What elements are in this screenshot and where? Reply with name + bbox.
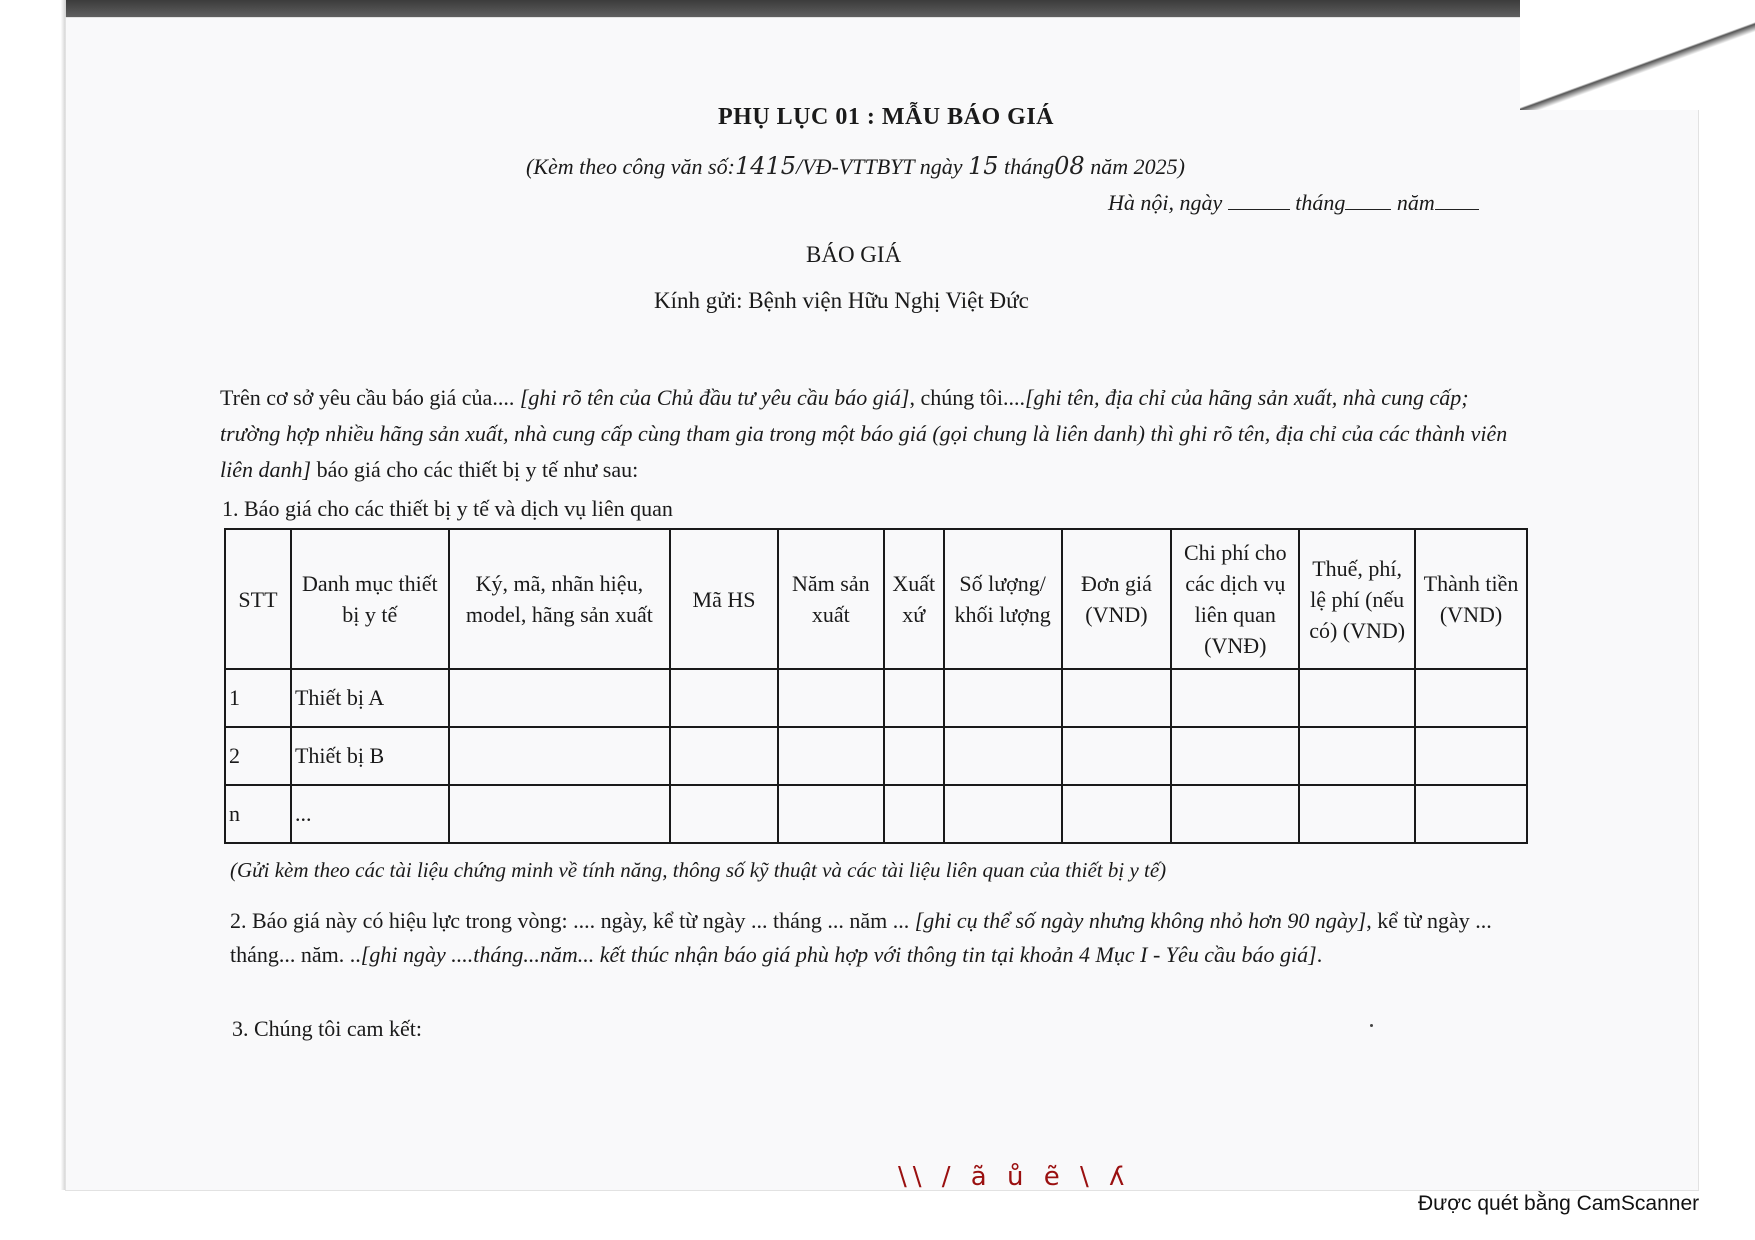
validity-text-3: .	[1316, 942, 1323, 967]
header-model-brand: Ký, mã, nhãn hiệu, model, hãng sản xuất	[449, 529, 671, 669]
subtitle-year: năm 2025)	[1090, 154, 1185, 179]
quote-table	[224, 528, 1528, 844]
header-hs-code: Mã HS	[670, 529, 778, 669]
cell-empty	[778, 669, 884, 727]
dateline-place-day: Hà nội, ngày	[1108, 190, 1223, 215]
cell-empty	[1299, 785, 1415, 843]
cell-device-name: Thiết bị B	[291, 727, 449, 785]
cell-empty	[1171, 785, 1299, 843]
table-row	[225, 669, 1527, 727]
header-quantity: Số lượng/ khối lượng	[944, 529, 1062, 669]
section-2-validity	[230, 904, 1530, 972]
cell-empty	[449, 669, 671, 727]
date-line	[1108, 190, 1479, 216]
cell-empty	[1299, 727, 1415, 785]
cell-empty	[1171, 727, 1299, 785]
day-blank	[1228, 191, 1290, 210]
intro-placeholder-2: [ghi tên, địa chỉ của hãng sản xuất, nhà cung cấp; trường hợp nhiều hãng sản xuất, nhà cung cấp cùng tham gia trong một báo giá (gọi chung là liên danh) thì ghi rõ tên, địa chỉ của các thành viên liên danh]	[220, 385, 1508, 482]
cell-empty	[670, 669, 778, 727]
cell-empty	[449, 727, 671, 785]
cell-stt: 2	[225, 727, 291, 785]
cell-stt: n	[225, 785, 291, 843]
intro-placeholder-1: [ghi rõ tên của Chủ đầu tư yêu cầu báo giá]	[519, 385, 910, 410]
document-subtitle	[526, 152, 1185, 180]
cell-empty	[1415, 727, 1527, 785]
header-taxes-fees: Thuế, phí, lệ phí (nếu có) (VND)	[1299, 529, 1415, 669]
header-year-made: Năm sản xuất	[778, 529, 884, 669]
table-header-row	[225, 529, 1527, 669]
recipient-line: Kính gửi: Bệnh viện Hữu Nghị Việt Đức	[654, 288, 1029, 313]
cell-empty	[884, 669, 944, 727]
cell-empty	[670, 785, 778, 843]
stamp-fragment: \\ / ã ů ẽ \ ʎ	[898, 1162, 1131, 1192]
cell-empty	[944, 785, 1062, 843]
cell-empty	[1062, 785, 1172, 843]
cell-empty	[944, 669, 1062, 727]
header-device-category: Danh mục thiết bị y tế	[291, 529, 449, 669]
table-row	[225, 785, 1527, 843]
handwritten-month: 08	[1054, 152, 1085, 180]
speck-mark	[1370, 1024, 1373, 1027]
cell-empty	[1415, 785, 1527, 843]
cell-empty	[1062, 727, 1172, 785]
camscanner-watermark: Được quét bằng CamScanner	[1418, 1192, 1700, 1215]
intro-text-1: Trên cơ sở yêu cầu báo giá của....	[220, 385, 520, 410]
intro-text-3: báo giá cho các thiết bị y tế như sau:	[311, 457, 639, 482]
header-service-cost: Chi phí cho các dịch vụ liên quan (VNĐ)	[1171, 529, 1299, 669]
subtitle-month-label: tháng	[1004, 154, 1055, 179]
subtitle-doc-code: /VĐ-VTTBYT ngày	[796, 154, 963, 179]
handwritten-doc-number: 1415	[734, 152, 797, 180]
year-blank	[1435, 191, 1479, 210]
cell-empty	[670, 727, 778, 785]
intro-paragraph	[220, 380, 1520, 488]
header-origin: Xuất xứ	[884, 529, 944, 669]
header-stt: STT	[225, 529, 291, 669]
document-title: PHỤ LỤC 01 : MẪU BÁO GIÁ	[718, 104, 1054, 130]
cell-device-name: ...	[291, 785, 449, 843]
cell-empty	[884, 727, 944, 785]
subtitle-prefix: (Kèm theo công văn số:	[526, 154, 735, 179]
cell-stt: 1	[225, 669, 291, 727]
cell-empty	[1171, 669, 1299, 727]
header-total: Thành tiền (VND)	[1415, 529, 1527, 669]
validity-placeholder-2: [ghi ngày ....tháng...năm... kết thúc nhận báo giá phù hợp với thông tin tại khoản 4 Mục I - Yêu cầu báo giá]	[360, 942, 1317, 967]
header-unit-price: Đơn giá (VND)	[1062, 529, 1172, 669]
cell-empty	[1062, 669, 1172, 727]
scan-left-margin	[0, 0, 66, 1190]
cell-empty	[884, 785, 944, 843]
cell-empty	[449, 785, 671, 843]
validity-text-1: 2. Báo giá này có hiệu lực trong vòng: .... ngày, kể từ ngày ... tháng ... năm ...	[230, 908, 915, 933]
section-3-commitment: 3. Chúng tôi cam kết:	[232, 1016, 423, 1041]
attachment-note: (Gửi kèm theo các tài liệu chứng minh về tính năng, thông số kỹ thuật và các tài liệu liên quan của thiết bị y tế)	[230, 858, 1167, 882]
cell-empty	[778, 727, 884, 785]
cell-device-name: Thiết bị A	[291, 669, 449, 727]
quote-heading: BÁO GIÁ	[806, 242, 902, 267]
cell-empty	[944, 727, 1062, 785]
section-1-heading: 1. Báo giá cho các thiết bị y tế và dịch vụ liên quan	[222, 496, 673, 521]
cell-empty	[778, 785, 884, 843]
intro-text-2: , chúng tôi....	[909, 385, 1025, 410]
table-row	[225, 727, 1527, 785]
handwritten-day: 15	[967, 152, 999, 180]
validity-placeholder-1: [ghi cụ thể số ngày nhưng không nhỏ hơn 90 ngày]	[914, 908, 1367, 933]
cell-empty	[1415, 669, 1527, 727]
validity-text-2: , kể từ ngày ... tháng... năm. ..	[230, 908, 1492, 967]
dateline-year: năm	[1396, 190, 1435, 215]
month-blank	[1345, 191, 1391, 210]
cell-empty	[1299, 669, 1415, 727]
page-corner-fold	[1520, 0, 1755, 110]
dateline-month: tháng	[1295, 190, 1346, 215]
